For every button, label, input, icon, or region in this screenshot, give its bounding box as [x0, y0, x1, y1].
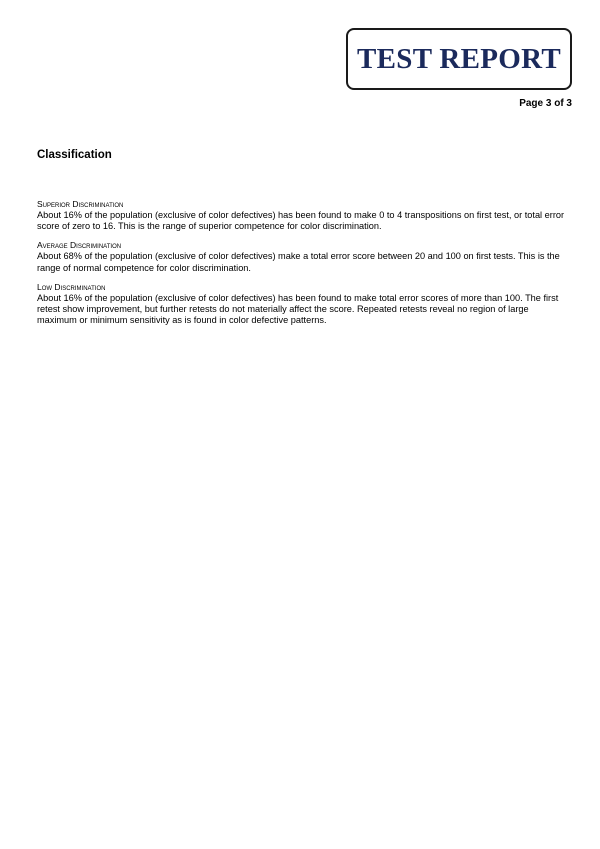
classification-title: Average Discrimination: [37, 240, 122, 251]
report-title: TEST REPORT: [356, 42, 561, 75]
test-report-title-box: [346, 28, 572, 90]
classification-low: [37, 282, 567, 327]
classification-title: Low Discrimination: [37, 281, 106, 292]
classification-superior: [37, 199, 567, 232]
classification-average: [37, 240, 567, 273]
section-heading: Classification: [37, 149, 112, 161]
classification-description: About 68% of the population (exclusive of color defectives) make a total error score between 20 and 100 on first tests. This is the range of normal competence for color discrimination.: [37, 251, 560, 273]
classification-list: [37, 199, 567, 334]
classification-description: About 16% of the population (exclusive of color defectives) has been found to make 0 to 4 transpositions on first test, or total error score of zero to 16. This is the range of superior competence for color discrimination.: [37, 210, 565, 232]
page-number: Page 3 of 3: [519, 98, 572, 109]
classification-description: About 16% of the population (exclusive of color defectives) has been found to make total error scores of more than 100. The first retest show improvement, but further retests do not materially affect the score. Repeated retests reveal no region of large maximum or minimum sensitivity as is found in color defective patterns.: [37, 292, 559, 326]
classification-title: Superior Discrimination: [37, 199, 124, 209]
